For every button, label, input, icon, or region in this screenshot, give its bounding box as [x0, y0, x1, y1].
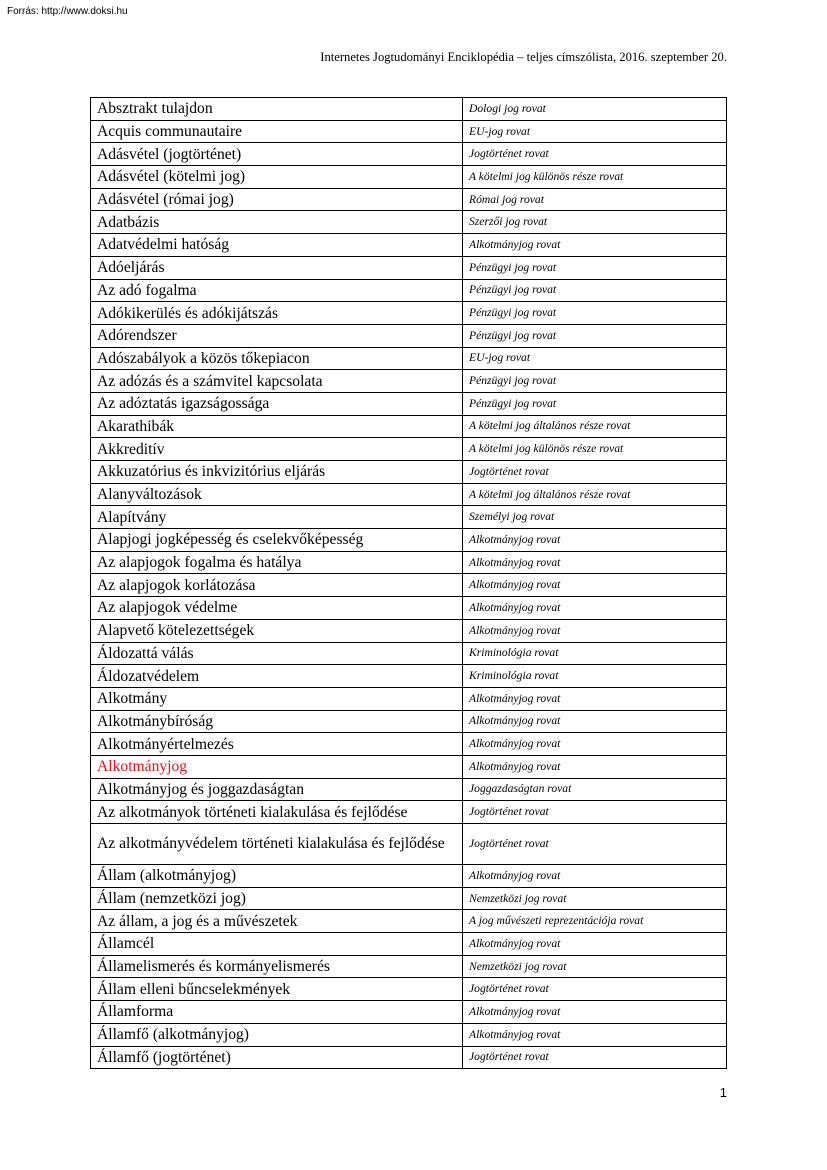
table-row [91, 710, 727, 733]
table-row [91, 506, 727, 529]
entry-section: Alkotmányjog rovat [463, 687, 727, 710]
entry-section: Pénzügyi jog rovat [463, 256, 727, 279]
entry-section: Kriminológia rovat [463, 665, 727, 688]
entry-title: Az alapjogok védelme [91, 597, 463, 620]
entry-title: Akkuzatórius és inkvizitórius eljárás [91, 461, 463, 484]
table-row [91, 801, 727, 824]
entry-section: Szerzői jog rovat [463, 211, 727, 234]
entry-section: Alkotmányjog rovat [463, 1023, 727, 1046]
table-row [91, 1001, 727, 1024]
table-row [91, 887, 727, 910]
page-header: Internetes Jogtudományi Enciklopédia – teljes címszólista, 2016. szeptember 20. [320, 50, 727, 64]
entry-section: Alkotmányjog rovat [463, 619, 727, 642]
entry-section: Dologi jog rovat [463, 98, 727, 121]
entry-section: A kötelmi jog különös része rovat [463, 166, 727, 189]
entry-section: Alkotmányjog rovat [463, 733, 727, 756]
entry-title: Alkotmánybíróság [91, 710, 463, 733]
table-row [91, 597, 727, 620]
table-row [91, 98, 727, 121]
table-row [91, 120, 727, 143]
entry-section: Alkotmányjog rovat [463, 529, 727, 552]
table-row [91, 188, 727, 211]
table-row [91, 234, 727, 257]
table-row [91, 978, 727, 1001]
entry-title: Alkotmányértelmezés [91, 733, 463, 756]
entry-section: A kötelmi jog különös része rovat [463, 438, 727, 461]
table-row [91, 529, 727, 552]
entry-title: Az alapjogok fogalma és hatálya [91, 551, 463, 574]
entry-title: Alapjogi jogképesség és cselekvőképesség [91, 529, 463, 552]
table-row [91, 347, 727, 370]
entry-table [90, 97, 727, 1069]
entry-section: Joggazdaságtan rovat [463, 778, 727, 801]
entry-section: Alkotmányjog rovat [463, 597, 727, 620]
entry-section: EU-jog rovat [463, 347, 727, 370]
entry-title[interactable]: Alkotmányjog [91, 755, 463, 778]
table-row [91, 865, 727, 888]
entry-section: Jogtörténet rovat [463, 461, 727, 484]
entry-section: Alkotmányjog rovat [463, 574, 727, 597]
table-row [91, 1023, 727, 1046]
entry-section: Nemzetközi jog rovat [463, 887, 727, 910]
entry-section: Pénzügyi jog rovat [463, 324, 727, 347]
entry-title: Az alkotmányok történeti kialakulása és fejlődése [91, 801, 463, 824]
entry-title: Államforma [91, 1001, 463, 1024]
entry-title: Adatvédelmi hatóság [91, 234, 463, 257]
table-row [91, 910, 727, 933]
entry-section: Pénzügyi jog rovat [463, 392, 727, 415]
entry-title: Adatbázis [91, 211, 463, 234]
table-row [91, 551, 727, 574]
entry-section: A kötelmi jog általános része rovat [463, 483, 727, 506]
table-row [91, 955, 727, 978]
entry-section: Alkotmányjog rovat [463, 551, 727, 574]
entry-section: A jog művészeti reprezentációja rovat [463, 910, 727, 933]
entry-title: Állam (nemzetközi jog) [91, 887, 463, 910]
entry-section: Alkotmányjog rovat [463, 710, 727, 733]
entry-section: A kötelmi jog általános része rovat [463, 415, 727, 438]
entry-section: Jogtörténet rovat [463, 801, 727, 824]
entry-title: Az adózás és a számvitel kapcsolata [91, 370, 463, 393]
entry-section: Jogtörténet rovat [463, 824, 727, 865]
table-row [91, 933, 727, 956]
entry-title: Az alkotmányvédelem történeti kialakulása és fejlődése [91, 824, 463, 865]
entry-section: Pénzügyi jog rovat [463, 279, 727, 302]
entry-title: Adókikerülés és adókijátszás [91, 302, 463, 325]
entry-section: Alkotmányjog rovat [463, 865, 727, 888]
table-row [91, 824, 727, 865]
entry-section: Alkotmányjog rovat [463, 755, 727, 778]
page-number: 1 [719, 1085, 727, 1100]
table-row [91, 461, 727, 484]
table-row [91, 483, 727, 506]
entry-title: Áldozattá válás [91, 642, 463, 665]
entry-title: Adórendszer [91, 324, 463, 347]
table-row [91, 415, 727, 438]
entry-title: Állam (alkotmányjog) [91, 865, 463, 888]
entry-section: Jogtörténet rovat [463, 978, 727, 1001]
entry-section: Személyi jog rovat [463, 506, 727, 529]
entry-section: Alkotmányjog rovat [463, 234, 727, 257]
entry-section: Jogtörténet rovat [463, 143, 727, 166]
table-row [91, 166, 727, 189]
table-row [91, 778, 727, 801]
entry-section: EU-jog rovat [463, 120, 727, 143]
entry-section: Nemzetközi jog rovat [463, 955, 727, 978]
entry-title: Adásvétel (római jog) [91, 188, 463, 211]
entry-title: Az alapjogok korlátozása [91, 574, 463, 597]
entry-title: Alapvető kötelezettségek [91, 619, 463, 642]
entry-section: Alkotmányjog rovat [463, 1001, 727, 1024]
entry-title: Az adóztatás igazságossága [91, 392, 463, 415]
entry-title: Adásvétel (kötelmi jog) [91, 166, 463, 189]
entry-title: Akkreditív [91, 438, 463, 461]
entry-title: Alanyváltozások [91, 483, 463, 506]
source-line: Forrás: http://www.doksi.hu [7, 6, 128, 17]
entry-section: Pénzügyi jog rovat [463, 370, 727, 393]
entry-title: Adószabályok a közös tőkepiacon [91, 347, 463, 370]
table-row [91, 143, 727, 166]
table-row [91, 279, 727, 302]
entry-title: Államelismerés és kormányelismerés [91, 955, 463, 978]
entry-title: Az adó fogalma [91, 279, 463, 302]
entry-title: Államcél [91, 933, 463, 956]
entry-title: Állam elleni bűncselekmények [91, 978, 463, 1001]
table-row [91, 438, 727, 461]
entry-section: Jogtörténet rovat [463, 1046, 727, 1069]
entry-title: Alkotmányjog és joggazdaságtan [91, 778, 463, 801]
entry-title: Adóeljárás [91, 256, 463, 279]
entry-title: Áldozatvédelem [91, 665, 463, 688]
entry-section: Kriminológia rovat [463, 642, 727, 665]
entry-section: Római jog rovat [463, 188, 727, 211]
entry-title: Acquis communautaire [91, 120, 463, 143]
table-row [91, 755, 727, 778]
entry-title: Alapítvány [91, 506, 463, 529]
entry-title: Adásvétel (jogtörténet) [91, 143, 463, 166]
entry-section: Alkotmányjog rovat [463, 933, 727, 956]
entry-title: Akarathibák [91, 415, 463, 438]
table-row [91, 619, 727, 642]
table-row [91, 665, 727, 688]
entry-section: Pénzügyi jog rovat [463, 302, 727, 325]
table-row [91, 324, 727, 347]
table-row [91, 642, 727, 665]
table-row [91, 1046, 727, 1069]
table-row [91, 392, 727, 415]
table-row [91, 370, 727, 393]
table-row [91, 211, 727, 234]
entry-title: Államfő (jogtörténet) [91, 1046, 463, 1069]
table-row [91, 256, 727, 279]
entry-table-body [91, 98, 727, 1069]
entry-title: Az állam, a jog és a művészetek [91, 910, 463, 933]
table-row [91, 733, 727, 756]
table-row [91, 687, 727, 710]
entry-title: Absztrakt tulajdon [91, 98, 463, 121]
table-row [91, 302, 727, 325]
table-row [91, 574, 727, 597]
entry-title: Alkotmány [91, 687, 463, 710]
entry-title: Államfő (alkotmányjog) [91, 1023, 463, 1046]
